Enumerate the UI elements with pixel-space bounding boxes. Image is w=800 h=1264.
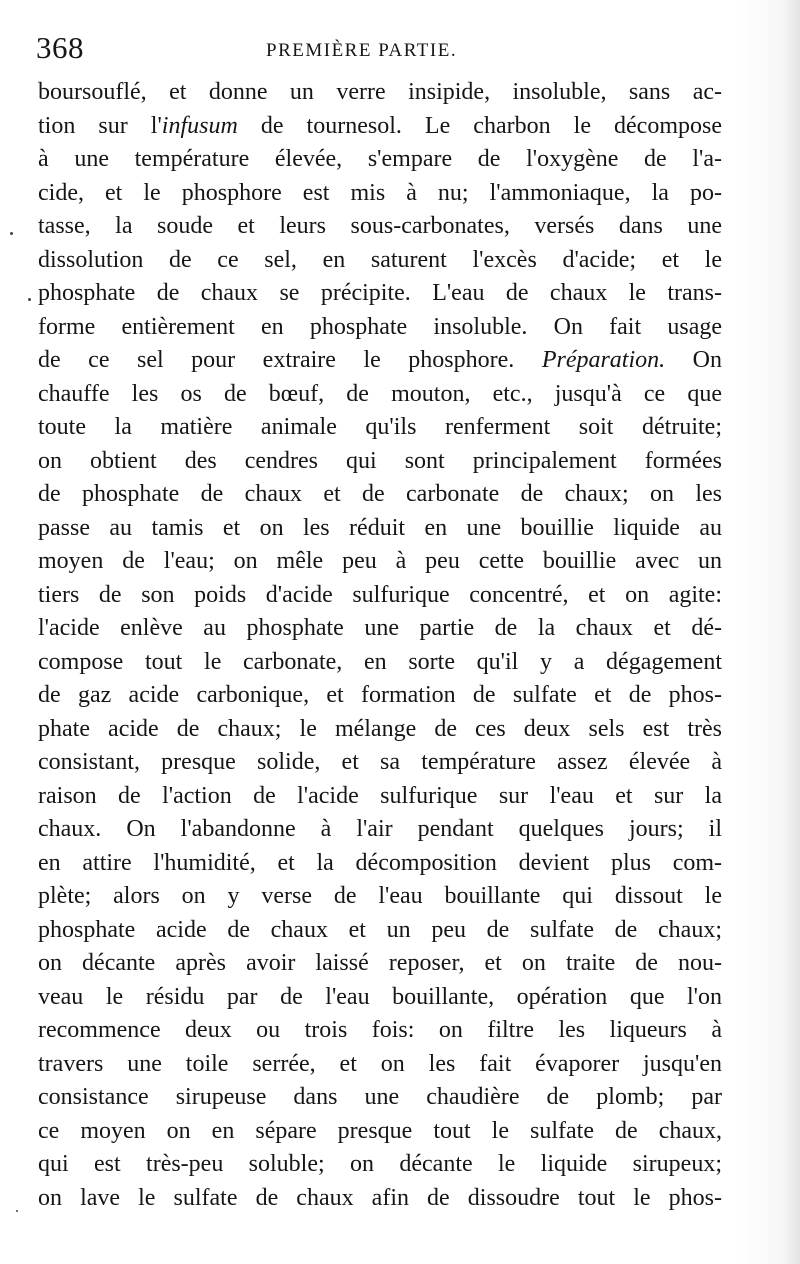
text-line [38,445,722,479]
text-line [38,880,722,914]
text-line [38,1014,722,1048]
text-line [38,1048,722,1082]
text-line [38,378,722,412]
line-text: tion sur l' [38,112,162,139]
text-line [38,646,722,680]
text-line [38,411,722,445]
page-number: 368 [36,30,84,65]
line-text: boursouflé, et donne un verre insipide, insoluble, sans ac- [38,79,722,105]
line-text: moyen de l'eau; on mêle peu à peu cette bouillie avec un [38,548,722,574]
line-text: chaux. On l'abandonne à l'air pendant quelques jours; il [38,816,722,842]
page-gutter-shadow [740,0,800,1264]
text-line [38,813,722,847]
line-text: toute la matière animale qu'ils renferment soit détruite; [38,414,722,440]
text-line [38,713,722,747]
line-text: tiers de son poids d'acide sulfurique concentré, et on agite: [38,581,722,608]
text-line [38,76,722,110]
text-line [38,579,722,613]
text-line [38,512,722,546]
line-text: de gaz acide carbonique, et formation de sulfate et de phos- [38,682,722,708]
text-line [38,847,722,881]
text-line [38,679,722,713]
text-line [38,914,722,948]
line-text: On [665,347,722,373]
line-text: cide, et le phosphore est mis à nu; l'ammoniaque, la po- [38,179,722,206]
line-text: plète; alors on y verse de l'eau bouillante qui dissout le [38,883,722,909]
line-text: l'acide enlève au phosphate une partie de la chaux et dé- [38,615,722,641]
line-text: travers une toile serrée, et on les fait évaporer jusqu'en [38,1050,722,1077]
text-line [38,110,722,144]
line-text: on lave le sulfate de chaux afin de dissoudre tout le phos- [38,1184,722,1211]
line-text: à une température élevée, s'empare de l'oxygène de l'a- [38,146,722,172]
print-speck [16,1210,18,1212]
text-line [38,344,722,378]
line-text: qui est très-peu soluble; on décante le liquide sirupeux; [38,1151,722,1177]
text-line [38,143,722,177]
print-speck [10,232,13,235]
line-text: consistant, presque solide, et sa température assez élevée à [38,749,722,775]
running-title: PREMIÈRE PARTIE. [266,40,458,61]
italic-term: infusum [161,112,238,139]
running-head [36,30,736,70]
line-text: en attire l'humidité, et la décomposition devient plus com- [38,849,722,876]
line-text: chauffe les os de bœuf, de mouton, etc., jusqu'à ce que [38,380,722,407]
text-line [38,1081,722,1115]
text-line [38,981,722,1015]
line-text: ce moyen on en sépare presque tout le sulfate de chaux, [38,1117,722,1144]
line-text: on obtient des cendres qui sont principalement formées [38,447,722,474]
line-text: de phosphate de chaux et de carbonate de chaux; on les [38,481,722,507]
text-line [38,1182,722,1216]
line-text: tasse, la soude et leurs sous-carbonates, versés dans une [38,213,722,239]
line-text: de ce sel pour extraire le phosphore. [38,347,542,373]
body-text [38,76,722,1215]
text-line [38,277,722,311]
text-line [38,478,722,512]
text-line [38,1115,722,1149]
line-text: phosphate acide de chaux et un peu de sulfate de chaux; [38,916,722,943]
text-line [38,1148,722,1182]
line-text: recommence deux ou trois fois: on filtre les liqueurs à [38,1017,722,1043]
line-text: passe au tamis et on les réduit en une bouillie liquide au [38,514,722,541]
line-text: compose tout le carbonate, en sorte qu'il y a dégagement [38,648,722,675]
text-line [38,947,722,981]
line-text: on décante après avoir laissé reposer, et on traite de nou- [38,950,722,976]
italic-term: Préparation. [541,347,666,373]
line-text: phosphate de chaux se précipite. L'eau de chaux le trans- [38,280,722,306]
line-text: veau le résidu par de l'eau bouillante, opération que l'on [38,983,722,1010]
text-line [38,780,722,814]
line-text: phate acide de chaux; le mélange de ces deux sels est très [38,715,722,742]
text-line [38,210,722,244]
line-text: consistance sirupeuse dans une chaudière de plomb; par [38,1084,722,1110]
text-line [38,244,722,278]
line-text: forme entièrement en phosphate insoluble. On fait usage [38,313,722,340]
line-text: raison de l'action de l'acide sulfurique sur l'eau et sur la [38,782,722,809]
text-line [38,746,722,780]
text-line [38,311,722,345]
line-text: dissolution de ce sel, en saturent l'excès d'acide; et le [38,246,722,273]
text-line [38,177,722,211]
line-text: de tournesol. Le charbon le décompose [237,112,722,139]
text-line [38,545,722,579]
print-speck [28,298,31,301]
text-line [38,612,722,646]
